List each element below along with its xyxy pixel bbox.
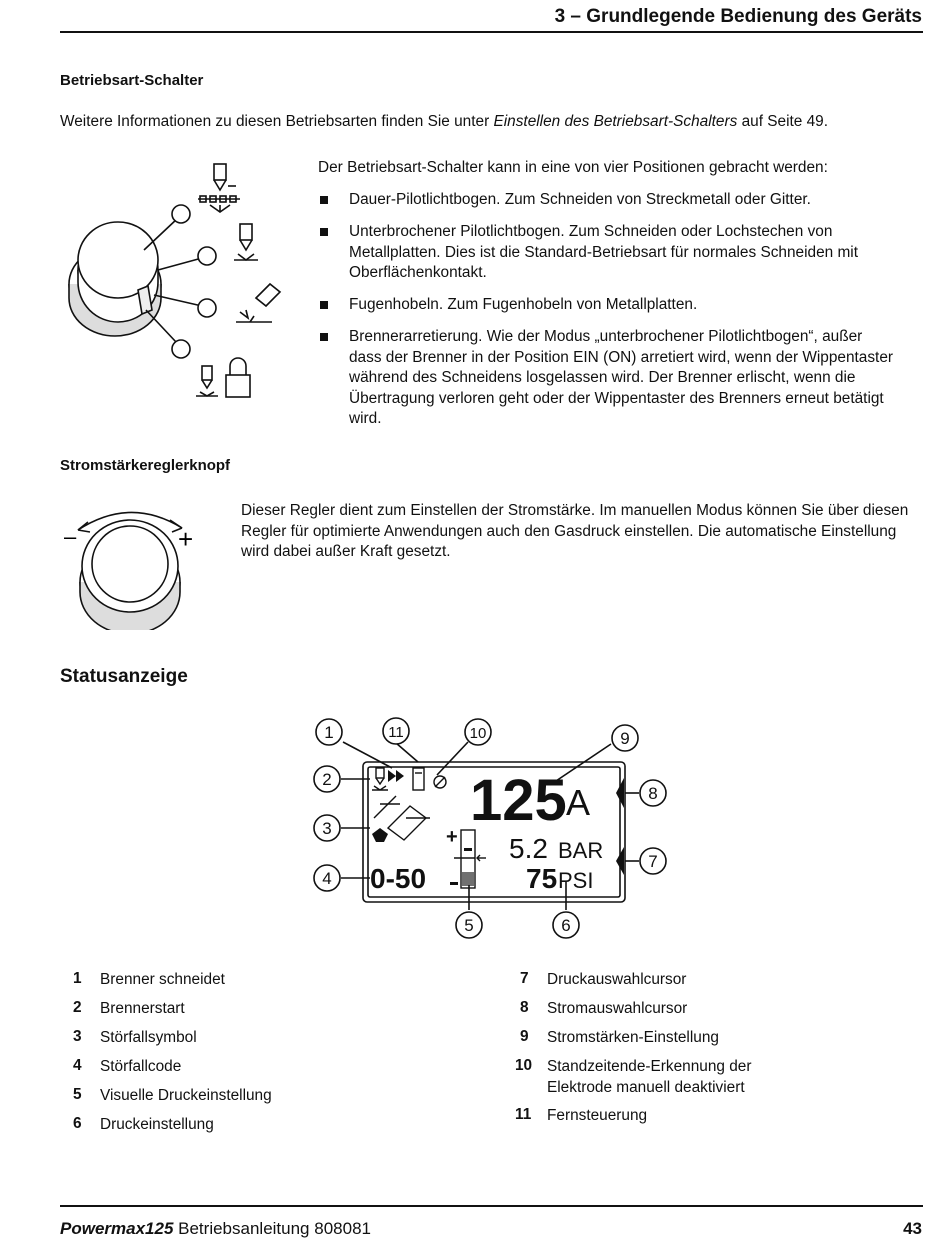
section-heading-status-display: Statusanzeige bbox=[60, 666, 188, 687]
mode-switch-lead: Der Betriebsart-Schalter kann in eine von vier Positionen gebracht werden: bbox=[318, 159, 828, 176]
callout-number: 10 bbox=[469, 725, 487, 742]
legend-text: Störfallcode bbox=[100, 1058, 182, 1075]
lcd-pressure-psi-value: 75 bbox=[526, 863, 558, 894]
lcd-pressure-bar-value: 5.2 bbox=[509, 833, 548, 864]
list-item-text: Brennerarretierung. Wie der Modus „unterbrochener Pilotlichtbogen“, außer dass der Brenner in der Position EIN (ON) arretiert wird, wenn der Wippentaster während des Schneidens losgelassen wird. Der Brenner erlischt, wenn die Übertragung verloren geht oder der Wippentaster des Brenners erneut betätigt wird. bbox=[349, 328, 894, 427]
footer-brand: Powermax125 bbox=[60, 1219, 174, 1238]
page-header-title: 3 – Grundlegende Bedienung des Geräts bbox=[554, 6, 922, 27]
bullet-square bbox=[320, 333, 328, 341]
legend-text: Druckeinstellung bbox=[100, 1116, 214, 1133]
callout-number: 3 bbox=[322, 819, 332, 838]
legend-text: Brenner schneidet bbox=[100, 971, 225, 988]
intro-suffix: auf Seite 49. bbox=[737, 113, 828, 130]
legend-text: Druckauswahlcursor bbox=[547, 971, 687, 988]
legend-number: 6 bbox=[73, 1115, 82, 1132]
legend-item bbox=[515, 999, 915, 1021]
status-display-diagram bbox=[300, 710, 680, 942]
list-item-text: Dauer-Pilotlichtbogen. Zum Schneiden von Streckmetall oder Gitter. bbox=[349, 191, 811, 208]
section-heading-current-knob: Stromstärkereglerknopf bbox=[60, 457, 231, 474]
footer-document-info bbox=[60, 1219, 371, 1239]
legend-number: 8 bbox=[520, 999, 529, 1016]
bullet-square bbox=[320, 228, 328, 236]
legend-text: Störfallsymbol bbox=[100, 1029, 197, 1046]
legend-number: 5 bbox=[73, 1086, 82, 1103]
footer-rule bbox=[60, 1205, 923, 1207]
legend-item bbox=[515, 1106, 915, 1128]
lcd-fault-code: 0-50 bbox=[370, 863, 427, 894]
legend-item bbox=[515, 1057, 915, 1101]
legend-item bbox=[60, 1028, 480, 1050]
lcd-current-value: 125 bbox=[470, 768, 567, 833]
footer-manual-title: Betriebsanleitung bbox=[178, 1219, 310, 1238]
legend-number: 11 bbox=[515, 1106, 532, 1123]
legend-left bbox=[60, 970, 480, 1140]
mode-switch-intro bbox=[60, 112, 930, 133]
legend-number: 4 bbox=[73, 1057, 82, 1074]
legend-item bbox=[60, 970, 480, 992]
lcd-pressure-plus: + bbox=[446, 826, 458, 848]
legend-number: 10 bbox=[515, 1057, 533, 1074]
list-item-text: Unterbrochener Pilotlichtbogen. Zum Schneiden oder Lochstechen von Metallplatten. Dies ist die Standard-Betriebsart für normales Schneiden mit Oberflächenkontakt. bbox=[349, 223, 858, 281]
legend-text: Brennerstart bbox=[100, 1000, 185, 1017]
list-item bbox=[318, 222, 918, 286]
legend-text: Visuelle Druckeinstellung bbox=[100, 1087, 272, 1104]
bullet-square bbox=[320, 196, 328, 204]
callout-number: 5 bbox=[464, 916, 474, 935]
legend-right bbox=[515, 970, 915, 1130]
legend-text: Standzeitende-Erkennung der Elektrode manuell deaktiviert bbox=[547, 1058, 752, 1096]
header-rule bbox=[60, 31, 923, 33]
list-item-text: Fugenhobeln. Zum Fugenhobeln von Metallplatten. bbox=[349, 296, 698, 313]
intro-prefix: Weitere Informationen zu diesen Betriebsarten finden Sie unter bbox=[60, 113, 494, 130]
callout-number: 8 bbox=[648, 784, 658, 803]
callout-number: 7 bbox=[648, 852, 658, 871]
lcd-psi-unit: PSI bbox=[558, 868, 594, 893]
legend-item bbox=[60, 1057, 480, 1079]
current-knob-description: Dieser Regler dient zum Einstellen der Stromstärke. Im manuellen Modus können Sie über diesen Regler für optimierte Anwendungen auch den Gasdruck einstellen. Die automatische Einstellung wird dabei außer Kraft gesetzt. bbox=[241, 502, 909, 560]
footer-doc-number: 808081 bbox=[314, 1219, 371, 1238]
footer-page-number: 43 bbox=[903, 1219, 922, 1238]
list-item bbox=[318, 327, 918, 431]
lcd-current-unit: A bbox=[566, 782, 591, 823]
legend-number: 3 bbox=[73, 1028, 82, 1045]
current-knob-illustration bbox=[60, 500, 210, 630]
legend-item bbox=[515, 1028, 915, 1050]
callout-number: 1 bbox=[324, 723, 334, 742]
legend-text: Stromauswahlcursor bbox=[547, 1000, 688, 1017]
list-item bbox=[318, 190, 918, 212]
legend-item bbox=[60, 999, 480, 1021]
legend-number: 7 bbox=[520, 970, 529, 987]
mode-switch-illustration bbox=[60, 150, 300, 410]
callout-number: 4 bbox=[322, 869, 332, 888]
legend-item bbox=[515, 970, 915, 992]
legend-number: 9 bbox=[520, 1028, 529, 1045]
legend-text: Fernsteuerung bbox=[547, 1107, 648, 1124]
bullet-square bbox=[320, 301, 328, 309]
legend-number: 2 bbox=[73, 999, 82, 1016]
callout-number: 9 bbox=[620, 729, 630, 748]
callout-number: 6 bbox=[561, 916, 571, 935]
legend-item bbox=[60, 1115, 480, 1137]
knob-minus-sign: – bbox=[64, 524, 77, 549]
list-item bbox=[318, 295, 918, 317]
knob-plus-sign: + bbox=[178, 524, 194, 554]
legend-text: Stromstärken-Einstellung bbox=[547, 1029, 719, 1046]
intro-cross-reference: Einstellen des Betriebsart-Schalters bbox=[493, 113, 738, 130]
legend-item bbox=[60, 1086, 480, 1108]
section-heading-mode-switch: Betriebsart-Schalter bbox=[60, 72, 204, 89]
callout-number: 11 bbox=[388, 724, 404, 741]
callout-number: 2 bbox=[322, 770, 332, 789]
legend-number: 1 bbox=[73, 970, 82, 987]
lcd-bar-unit: BAR bbox=[558, 838, 604, 863]
